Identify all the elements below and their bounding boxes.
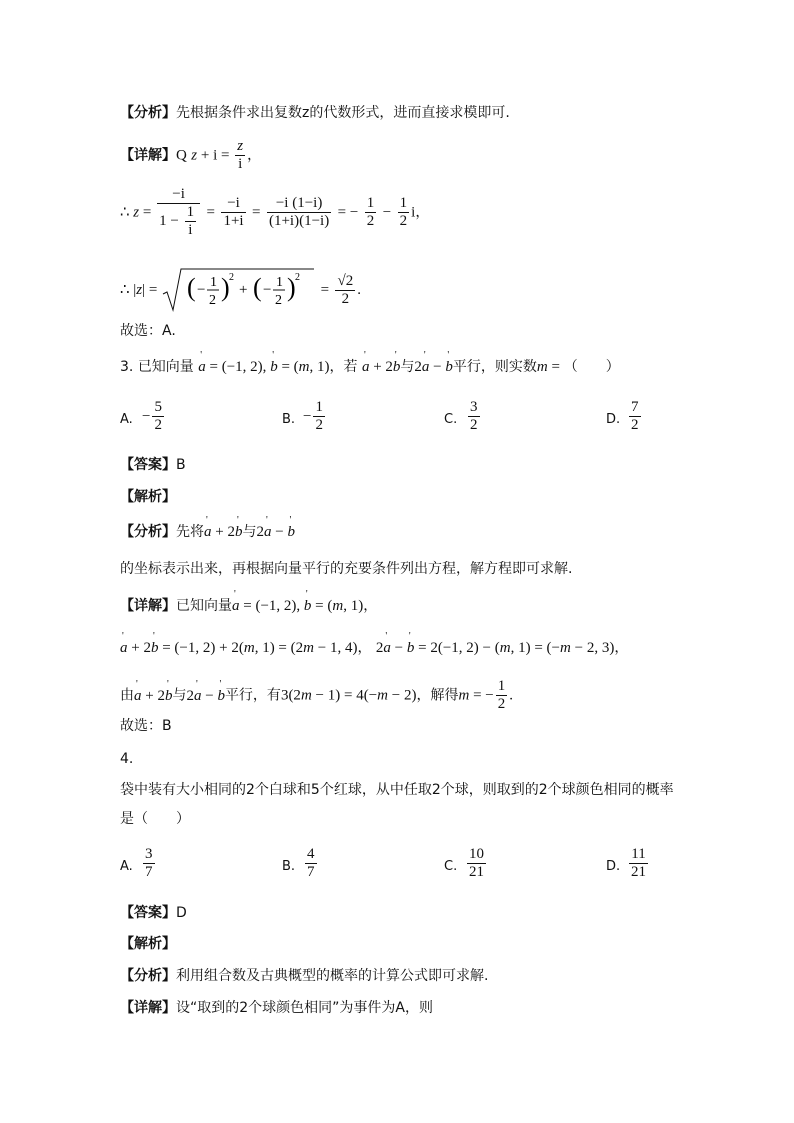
q2-choice xyxy=(120,321,176,341)
option-label: A. xyxy=(120,412,133,427)
stem-text: 已知向量 xyxy=(137,359,194,375)
q3-calculation: ' a + 2' b = (−1, 2) + 2(m, 1) = (2m − 1, 4)， 2' a − ' b = 2(−1, 2) − (m, 1) = (−m − 2, 3)， xyxy=(120,638,628,658)
detail-text: 设“取到的2个球颜色相同”为事件为A，则 xyxy=(176,1000,433,1016)
q4-analysis xyxy=(120,966,488,986)
because-symbol: Q xyxy=(176,147,187,164)
q2-detail-line: 【详解】Q z + i = $\frac{z}{i}$ ， xyxy=(120,138,262,172)
svg-text:+: + xyxy=(239,282,248,298)
detail-text: 已知向量 xyxy=(176,598,232,614)
choice-text: 故选：A. xyxy=(120,323,176,339)
parse-tag: 【解析】 xyxy=(120,489,176,505)
fraction-one-half: $\frac{1}{2}$ xyxy=(366,195,375,229)
option-a-value: − $\frac{5}{2}$ xyxy=(142,399,162,433)
detail-tag: 【详解】 xyxy=(120,147,176,164)
fraction-result: $\frac{1}{2}$ xyxy=(497,678,506,712)
detail-tag: 【详解】 xyxy=(120,1000,176,1016)
svg-text:1: 1 xyxy=(276,275,284,290)
q3-answer xyxy=(120,455,186,475)
solve-text: 由 xyxy=(120,687,134,704)
q4-stem-line2 xyxy=(120,809,190,829)
svg-text:2: 2 xyxy=(209,293,217,308)
solve-text: 与 xyxy=(172,687,187,704)
svg-text:−: − xyxy=(197,282,206,298)
stem-text: 与 xyxy=(400,359,415,375)
q3-choice xyxy=(120,716,172,736)
option-d-value: $\frac{7}{2}$ xyxy=(631,399,639,433)
option-c-value: $\frac{3}{2}$ xyxy=(470,399,478,433)
q2-z-calculation: ∴ z = −i 1 − $\frac{1}{i}$ = $\frac{-i}{1+i}$ = $\frac{-i (1-i)}{(1+i)(1-i)}$ = − $\frac{1}{2}$ − $\frac{1}{2}$ i， xyxy=(120,186,430,238)
option-a-value: $\frac{3}{7}$ xyxy=(145,846,153,880)
stem-text: 袋中装有大小相同的2个白球和5个红球，从中任取2个球，则取到的2个球颜色相同的概率 xyxy=(120,782,674,798)
choice-text: 故选：B xyxy=(120,718,172,734)
answer-tag: 【答案】 xyxy=(120,457,176,473)
q3-parse xyxy=(120,487,176,507)
option-b-value: − $\frac{1}{2}$ xyxy=(303,399,323,433)
answer-tag: 【答案】 xyxy=(120,905,176,921)
equation-z-plus-i: z + i = xyxy=(191,147,234,164)
q2-analysis-line xyxy=(120,103,510,123)
svg-text:): ) xyxy=(287,273,296,302)
stem-text: 是（ ） xyxy=(120,811,190,827)
option-d-value: $\frac{11}{21}$ xyxy=(631,846,646,880)
analysis-tag: 【分析】 xyxy=(120,524,176,540)
option-c-value: $\frac{10}{21}$ xyxy=(469,846,484,880)
stem-text: ，若 xyxy=(329,359,358,375)
q4-number xyxy=(120,749,133,769)
analysis-tag: 【分析】 xyxy=(120,968,176,984)
solve-text: 平行，有 xyxy=(224,687,281,704)
svg-text:2: 2 xyxy=(275,293,283,308)
solve-text: ，解得 xyxy=(416,687,459,704)
fraction-neg-i-over-1-plus-i: $\frac{-i}{1+i}$ xyxy=(223,195,244,229)
q3-detail: 【详解】已知向量' a = (−1, 2), ' b = (m, 1)， xyxy=(120,596,377,616)
option-label: C. xyxy=(444,859,458,874)
analysis-text: 利用组合数及古典概型的概率的计算公式即可求解. xyxy=(176,968,489,984)
q4-stem-line1 xyxy=(120,780,674,800)
answer-value: D xyxy=(176,905,187,921)
analysis-text: 与 xyxy=(242,524,257,540)
fraction-neg-i-over-compound: −i 1 − $\frac{1}{i}$ xyxy=(157,186,200,239)
q4-detail xyxy=(120,998,433,1018)
analysis-text: 先根据条件求出复数z的代数形式，进而直接求模即可. xyxy=(176,105,510,121)
q4-answer xyxy=(120,903,187,923)
svg-text:(: ( xyxy=(187,273,196,302)
svg-text:): ) xyxy=(221,273,230,302)
fraction-one-half: $\frac{1}{2}$ xyxy=(399,195,408,229)
q3-solve: 由' a + 2' b与2' a − ' b平行，有3(2m − 1) = 4(−m − 2)，解得m = − $\frac{1}{2}$ . xyxy=(120,678,513,713)
svg-text:−: − xyxy=(263,282,272,298)
analysis-text: 的坐标表示出来，再根据向量平行的充要条件列出方程，解方程即可求解. xyxy=(120,561,573,577)
option-label: B. xyxy=(282,412,296,427)
answer-value: B xyxy=(176,457,186,473)
option-label: A. xyxy=(120,859,133,874)
q3-analysis: 【分析】先将' a + 2' b与2' a − ' b xyxy=(120,522,295,542)
q4-parse xyxy=(120,934,176,954)
svg-text:(: ( xyxy=(253,273,262,302)
question-number: 3. xyxy=(120,359,134,375)
option-label: C. xyxy=(444,412,458,427)
q3-analysis-line2 xyxy=(120,559,572,579)
analysis-tag: 【分析】 xyxy=(120,105,176,121)
fraction-root2-over-2: $\frac{√2}{2}$ xyxy=(337,272,354,307)
q3-stem: 3. 已知向量 ' a = (−1, 2), ' b = (m, 1)，若 ' a + 2' b与2' a − ' b平行，则实数m = （ ） xyxy=(120,357,620,377)
stem-text: 平行，则实数 xyxy=(452,359,537,375)
option-label: D. xyxy=(606,859,621,874)
detail-tag: 【详解】 xyxy=(120,598,176,614)
square-root-expression xyxy=(161,266,316,314)
option-label: D. xyxy=(606,412,621,427)
svg-text:2: 2 xyxy=(229,272,235,283)
question-number: 4. xyxy=(120,751,134,767)
fraction-z-over-i: $\frac{z}{i}$ xyxy=(237,138,244,172)
stem-text: （ ） xyxy=(563,359,620,375)
option-label: B. xyxy=(282,859,296,874)
q2-modulus: ∴ |z| = ( − 1 2 ) 2 + ( − 1 2 ) 2 = $\frac{√2}{2}$ . xyxy=(120,266,361,314)
fraction-rationalized: $\frac{-i (1-i)}{(1+i)(1-i)}$ xyxy=(268,195,330,229)
option-b-value: $\frac{4}{7}$ xyxy=(307,846,315,880)
svg-text:2: 2 xyxy=(295,272,301,283)
analysis-text: 先将 xyxy=(176,524,204,540)
parse-tag: 【解析】 xyxy=(120,936,176,952)
svg-text:1: 1 xyxy=(210,275,218,290)
